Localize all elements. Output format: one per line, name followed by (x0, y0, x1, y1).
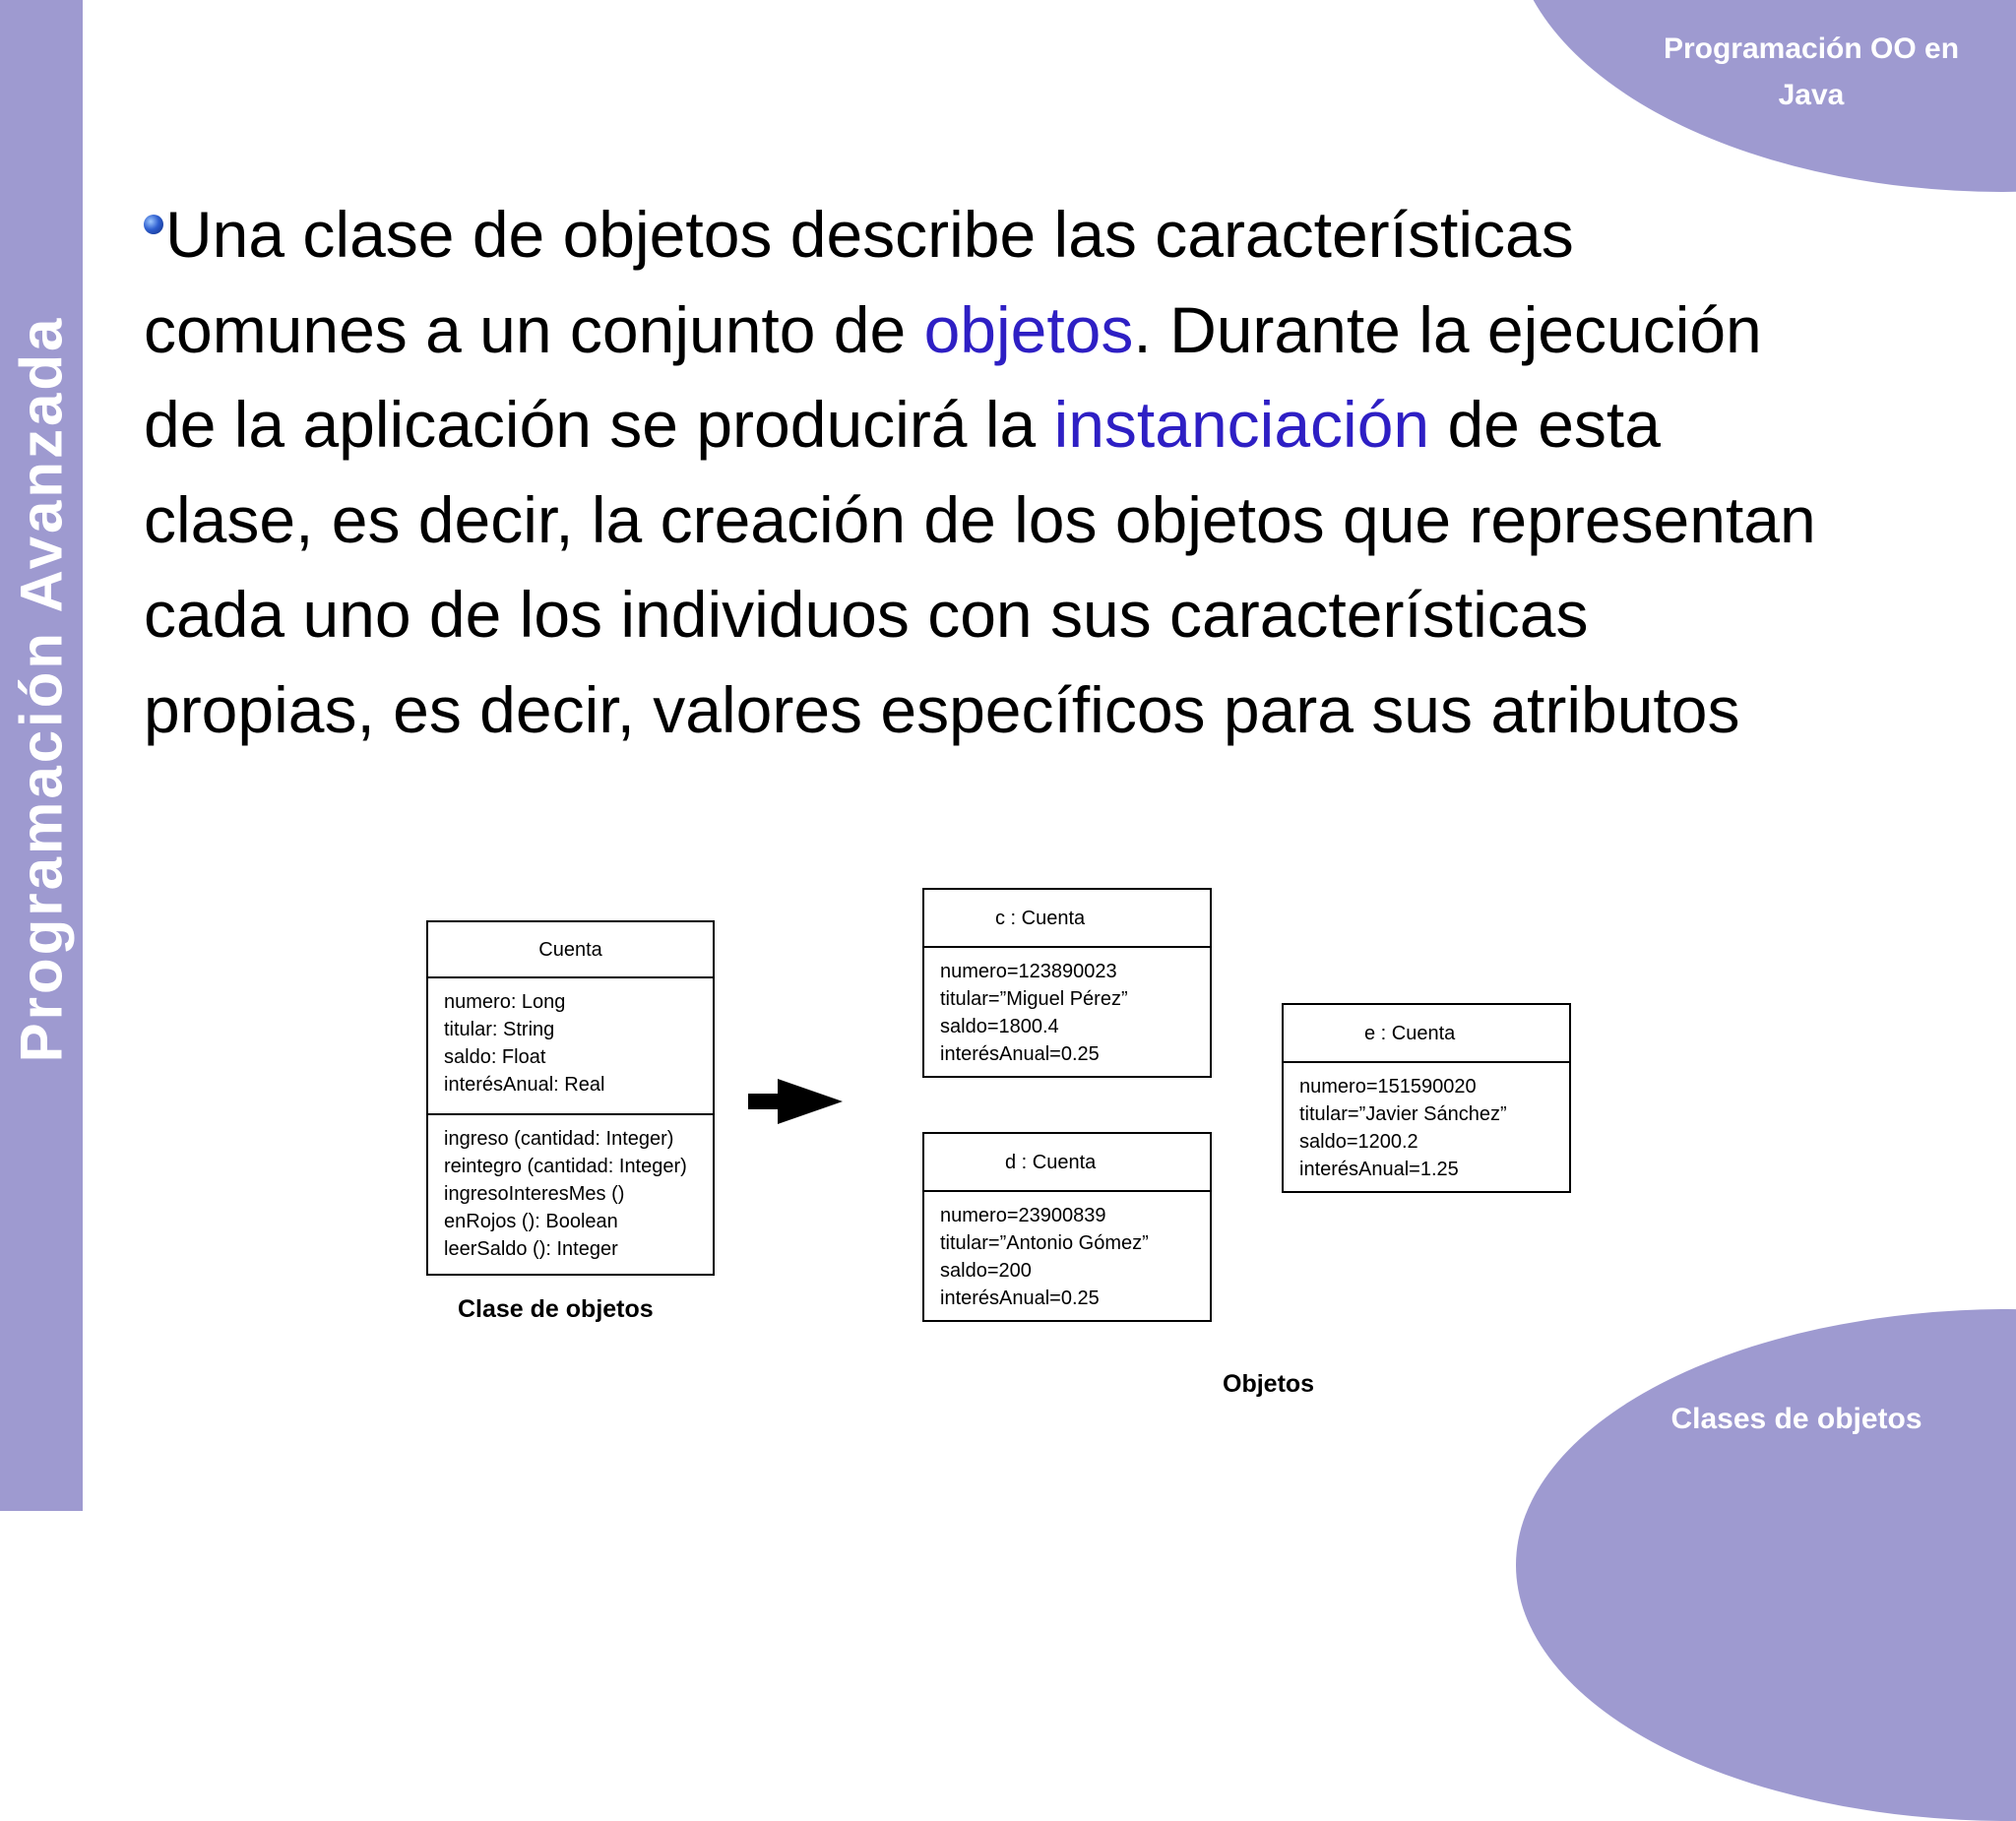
value-item: saldo=1800.4 (940, 1016, 1059, 1037)
term-instanciacion: instanciación (1053, 388, 1430, 461)
sidebar-title: Programación Avanzada (8, 315, 75, 1063)
object-box-e (1282, 1003, 1571, 1193)
object-box-d (922, 1132, 1212, 1322)
object-values-c (924, 948, 1210, 1078)
body-paragraph (144, 187, 1837, 757)
value-item: numero=123890023 (940, 961, 1117, 982)
object-values-d (924, 1192, 1210, 1322)
footer-title: Clases de objetos (1670, 1403, 1922, 1435)
value-item: saldo=1200.2 (1299, 1131, 1418, 1153)
attribute-item: interésAnual: Real (444, 1074, 605, 1096)
value-item: numero=23900839 (940, 1205, 1106, 1226)
sidebar (0, 0, 83, 1511)
class-name: Cuenta (428, 922, 713, 978)
attribute-item: saldo: Float (444, 1046, 546, 1068)
body-text-seg2: . Durante la ejecución de la aplicación se producirá la (144, 292, 1762, 461)
object-name-e: e : Cuenta (1284, 1005, 1569, 1063)
class-box (426, 920, 715, 1276)
body-text-seg3: de esta clase, es decir, la creación de los objetos que representan cada uno de los individuos con sus características propias, es decir, valores específicos para sus atributos (144, 388, 1816, 746)
header-title-line1: Programación OO en (1663, 32, 1960, 65)
value-item: titular=”Javier Sánchez” (1299, 1103, 1507, 1125)
value-item: titular=”Miguel Pérez” (940, 988, 1128, 1010)
arrow-right-icon (748, 1079, 847, 1124)
method-item: ingresoInteresMes () (444, 1183, 625, 1205)
object-name-c: c : Cuenta (924, 890, 1210, 948)
objects-caption: Objetos (1223, 1370, 1315, 1398)
method-item: enRojos (): Boolean (444, 1211, 618, 1232)
value-item: interésAnual=1.25 (1299, 1159, 1459, 1180)
class-caption: Clase de objetos (458, 1295, 654, 1323)
method-item: leerSaldo (): Integer (444, 1238, 618, 1260)
object-values-e (1284, 1063, 1569, 1193)
header-title-line2: Java (1778, 79, 1845, 111)
footer-decoration (1516, 1309, 2016, 1821)
value-item: titular=”Antonio Gómez” (940, 1232, 1149, 1254)
attribute-item: titular: String (444, 1019, 555, 1040)
class-methods (428, 1113, 713, 1273)
method-item: reintegro (cantidad: Integer) (444, 1156, 687, 1177)
value-item: interésAnual=0.25 (940, 1287, 1100, 1309)
term-objetos: objetos (923, 292, 1134, 366)
value-item: saldo=200 (940, 1260, 1032, 1282)
bullet-icon (144, 215, 163, 234)
value-item: numero=151590020 (1299, 1076, 1477, 1098)
attribute-item: numero: Long (444, 991, 566, 1013)
header-title (1634, 26, 1988, 118)
class-attributes (428, 978, 713, 1113)
object-box-c (922, 888, 1212, 1078)
body-text-seg1: Una clase de objetos describe las características comunes a un conjunto de (144, 198, 1574, 366)
value-item: interésAnual=0.25 (940, 1043, 1100, 1065)
method-item: ingreso (cantidad: Integer) (444, 1128, 674, 1150)
object-name-d: d : Cuenta (924, 1134, 1210, 1192)
